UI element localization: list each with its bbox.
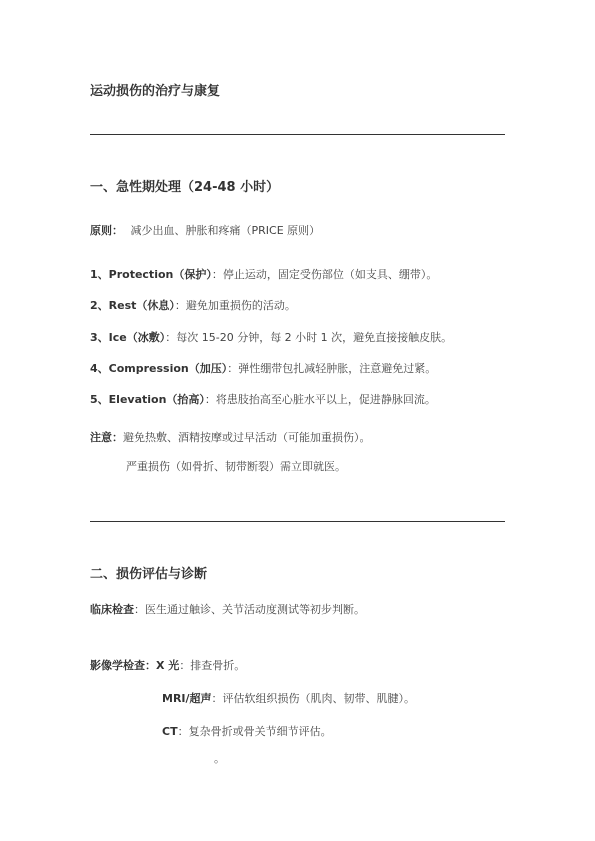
- imaging-label: 影像学检查：: [90, 659, 156, 672]
- xray-text: ：排查骨折。: [179, 659, 246, 672]
- price-item-rest: [90, 297, 296, 313]
- item-sep: ：: [227, 362, 239, 375]
- item-text: 每次 15-20 分钟，每 2 小时 1 次，避免直接接触皮肤。: [176, 331, 453, 344]
- item-sep: ：: [204, 393, 216, 406]
- horizontal-divider: [90, 521, 505, 522]
- ct-text: ：复杂骨折或骨关节细节评估。: [177, 725, 332, 738]
- ct-label: CT: [162, 725, 178, 738]
- note-line-1: [90, 429, 371, 445]
- price-item-compression: [90, 360, 436, 376]
- item-text: 停止运动，固定受伤部位（如支具、绷带）。: [222, 268, 438, 281]
- item-sep: ：: [211, 268, 223, 281]
- clinical-exam-line: [90, 601, 365, 617]
- xray-label: X 光: [156, 659, 180, 672]
- item-label: 5、Elevation（抬高）: [90, 393, 205, 406]
- item-label: 4、Compression（加压）: [90, 362, 228, 375]
- price-item-ice: [90, 329, 452, 345]
- price-item-elevation: [90, 391, 436, 407]
- item-text: 避免加重损伤的活动。: [185, 299, 296, 312]
- note-line-2: 严重损伤（如骨折、韧带断裂）需立即就医。: [126, 460, 346, 473]
- item-sep: ：: [165, 331, 177, 344]
- mri-label: MRI/超声: [162, 692, 212, 705]
- trailing-punctuation: 。: [214, 752, 225, 765]
- note-label: 注意：: [90, 431, 123, 444]
- mri-text: ：评估软组织损伤（肌肉、韧带、肌腱）。: [211, 692, 416, 705]
- document-title: 运动损伤的治疗与康复: [90, 84, 221, 99]
- item-text: 将患肢抬高至心脏水平以上，促进静脉回流。: [215, 393, 436, 406]
- imaging-line-mri: [162, 690, 415, 706]
- horizontal-divider: [90, 134, 505, 135]
- principle-line: [90, 222, 320, 238]
- section-heading-assessment: 二、损伤评估与诊断: [90, 567, 208, 582]
- item-label: 3、Ice（冰敷）: [90, 331, 166, 344]
- principle-label: 原则：: [90, 224, 123, 237]
- price-item-protection: [90, 266, 437, 282]
- item-sep: ：: [174, 299, 186, 312]
- item-label: 1、Protection（保护）: [90, 268, 212, 281]
- principle-text: 减少出血、肿胀和疼痛（PRICE 原则）: [130, 224, 321, 237]
- section-heading-acute: 一、急性期处理（24-48 小时）: [90, 180, 280, 195]
- clinical-label: 临床检查: [90, 603, 134, 616]
- imaging-line-ct: [162, 723, 332, 739]
- imaging-line-xray: [90, 657, 245, 673]
- clinical-text: ：医生通过触诊、关节活动度测试等初步判断。: [134, 603, 365, 616]
- item-text: 弹性绷带包扎减轻肿胀，注意避免过紧。: [238, 362, 437, 375]
- note-text-1: 避免热敷、酒精按摩或过早活动（可能加重损伤）。: [123, 431, 371, 444]
- item-label: 2、Rest（休息）: [90, 299, 175, 312]
